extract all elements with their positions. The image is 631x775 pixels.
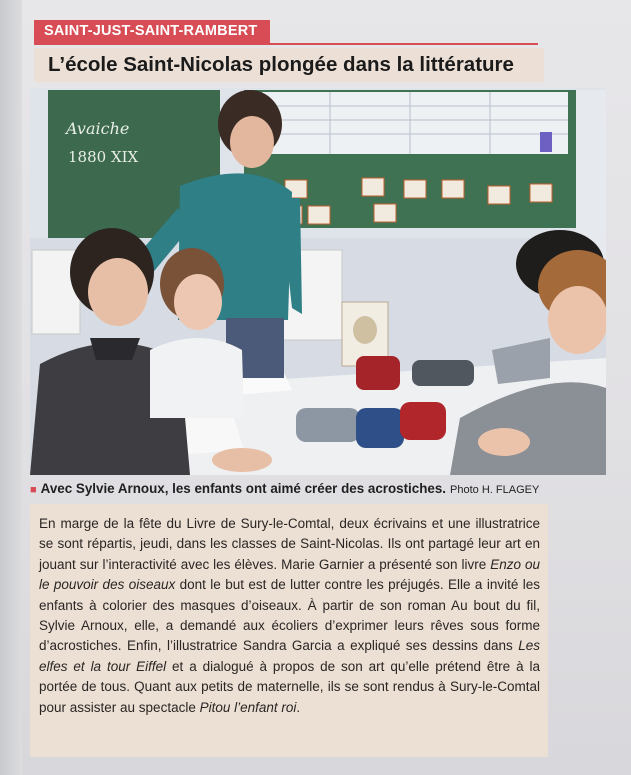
girl-shirt: [150, 338, 244, 418]
photo-caption: [30, 478, 606, 500]
body-segment: et a dialogué à propos de son art qu’elle prétend être à la portée de tous. Quant aux petits de maternelle, ils se sont rendus à Sury-le-Comtal pour assister au spectacle: [39, 658, 540, 715]
board-chart: [262, 92, 568, 154]
caption-bullet-icon: ■: [30, 484, 37, 496]
kicker-rule: [34, 43, 538, 45]
section-kicker: SAINT-JUST-SAINT-RAMBERT: [34, 20, 270, 43]
board-date: 1880 XIX: [68, 148, 139, 166]
article-body: [39, 514, 540, 718]
body-segment: dont le but est de lutter contre les préjugés. Elle a invité les enfants à colorier des masques d’oiseaux. À partir de son roman Au bout du fil, Sylvie Arnoux, elle, a demandé aux écoliers d’exprimer leurs rêves sous forme d’acrostiches. Enfin, l’illustratrice Sandra Garcia a expliqué ses dessins dans: [39, 577, 540, 654]
article-headline: L’école Saint-Nicolas plongée dans la littérature: [34, 48, 544, 82]
book-title: Enzo ou le pouvoir des oiseaux: [39, 556, 540, 593]
body-segment: En marge de la fête du Livre de Sury-le-Comtal, deux écrivains et une illustratrice se sont répartis, jeudi, dans les classes de Saint-Nicolas. Ils ont partagé leur art en jouant sur l’interactivité avec les élèves. Marie Garnier a présenté son livre: [39, 516, 540, 572]
page-edge: [0, 0, 22, 775]
book-title: Les elfes et la tour Eiffel: [39, 638, 540, 674]
caption-text: Avec Sylvie Arnoux, les enfants ont aimé créer des acrostiches.: [40, 481, 447, 496]
body-segment: .: [296, 699, 301, 715]
pencil-case: [412, 360, 474, 386]
article-photo: [30, 88, 606, 475]
board-word: Avaiche: [66, 119, 130, 138]
photo-credit: Photo H. FLAGEY: [450, 484, 540, 496]
show-title: Pitou l’enfant roi: [199, 699, 297, 715]
article-body-panel: [30, 504, 548, 757]
